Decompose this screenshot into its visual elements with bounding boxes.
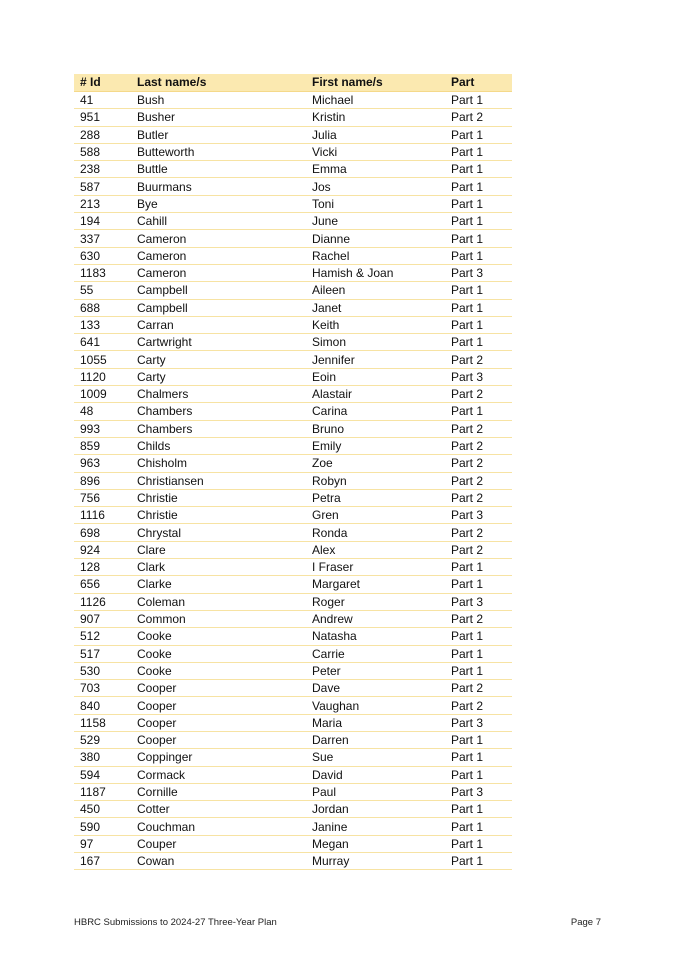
cell-last-name: Christiansen	[131, 472, 306, 489]
cell-first-name: Jos	[306, 178, 445, 195]
cell-id: 993	[74, 420, 131, 437]
cell-part: Part 1	[445, 818, 512, 835]
column-header-first-name: First name/s	[306, 74, 445, 92]
cell-part: Part 1	[445, 299, 512, 316]
cell-last-name: Christie	[131, 507, 306, 524]
cell-first-name: Megan	[306, 835, 445, 852]
table-row	[74, 247, 512, 264]
cell-part: Part 1	[445, 801, 512, 818]
cell-id: 1009	[74, 386, 131, 403]
table-row	[74, 420, 512, 437]
table-row	[74, 143, 512, 160]
cell-last-name: Cooper	[131, 731, 306, 748]
cell-part: Part 1	[445, 161, 512, 178]
table-row	[74, 783, 512, 800]
cell-id: 97	[74, 835, 131, 852]
cell-first-name: Simon	[306, 334, 445, 351]
cell-id: 1120	[74, 368, 131, 385]
cell-id: 656	[74, 576, 131, 593]
table-row	[74, 437, 512, 454]
cell-first-name: June	[306, 213, 445, 230]
cell-last-name: Busher	[131, 109, 306, 126]
cell-last-name: Cormack	[131, 766, 306, 783]
table-row	[74, 559, 512, 576]
cell-part: Part 3	[445, 507, 512, 524]
cell-first-name: Roger	[306, 593, 445, 610]
table-row	[74, 628, 512, 645]
cell-first-name: Michael	[306, 92, 445, 109]
cell-last-name: Buttle	[131, 161, 306, 178]
cell-part: Part 3	[445, 593, 512, 610]
cell-first-name: Bruno	[306, 420, 445, 437]
cell-part: Part 1	[445, 835, 512, 852]
cell-id: 1116	[74, 507, 131, 524]
cell-id: 529	[74, 731, 131, 748]
table-row	[74, 316, 512, 333]
cell-first-name: Paul	[306, 783, 445, 800]
cell-first-name: Jordan	[306, 801, 445, 818]
cell-id: 594	[74, 766, 131, 783]
cell-id: 450	[74, 801, 131, 818]
cell-id: 1183	[74, 264, 131, 281]
cell-id: 213	[74, 195, 131, 212]
table-row	[74, 299, 512, 316]
cell-last-name: Coppinger	[131, 749, 306, 766]
cell-part: Part 2	[445, 351, 512, 368]
table-row	[74, 178, 512, 195]
table-header	[74, 74, 512, 92]
cell-id: 756	[74, 489, 131, 506]
cell-last-name: Common	[131, 610, 306, 627]
cell-first-name: Zoe	[306, 455, 445, 472]
cell-first-name: Andrew	[306, 610, 445, 627]
table-row	[74, 126, 512, 143]
table-row	[74, 507, 512, 524]
cell-part: Part 2	[445, 472, 512, 489]
cell-last-name: Cooke	[131, 662, 306, 679]
cell-last-name: Cameron	[131, 264, 306, 281]
cell-last-name: Chambers	[131, 403, 306, 420]
cell-last-name: Coleman	[131, 593, 306, 610]
table-row	[74, 161, 512, 178]
cell-last-name: Cotter	[131, 801, 306, 818]
cell-id: 380	[74, 749, 131, 766]
table-row	[74, 524, 512, 541]
cell-last-name: Cameron	[131, 247, 306, 264]
cell-part: Part 1	[445, 576, 512, 593]
cell-part: Part 1	[445, 213, 512, 230]
cell-first-name: Alastair	[306, 386, 445, 403]
table-row	[74, 541, 512, 558]
cell-last-name: Bush	[131, 92, 306, 109]
table-row	[74, 645, 512, 662]
table-row	[74, 680, 512, 697]
column-header-id: # Id	[74, 74, 131, 92]
cell-last-name: Clare	[131, 541, 306, 558]
cell-id: 587	[74, 178, 131, 195]
cell-last-name: Clarke	[131, 576, 306, 593]
table-row	[74, 264, 512, 281]
table-row	[74, 489, 512, 506]
cell-first-name: Darren	[306, 731, 445, 748]
cell-id: 167	[74, 853, 131, 870]
cell-part: Part 1	[445, 230, 512, 247]
cell-part: Part 2	[445, 455, 512, 472]
table-row	[74, 455, 512, 472]
cell-last-name: Campbell	[131, 282, 306, 299]
cell-first-name: Alex	[306, 541, 445, 558]
cell-last-name: Cahill	[131, 213, 306, 230]
cell-part: Part 1	[445, 282, 512, 299]
column-header-last-name: Last name/s	[131, 74, 306, 92]
cell-first-name: Gren	[306, 507, 445, 524]
table-header-row	[74, 74, 512, 92]
cell-part: Part 2	[445, 524, 512, 541]
cell-last-name: Christie	[131, 489, 306, 506]
cell-last-name: Cartwright	[131, 334, 306, 351]
cell-id: 41	[74, 92, 131, 109]
cell-first-name: Petra	[306, 489, 445, 506]
cell-id: 1187	[74, 783, 131, 800]
cell-first-name: Janine	[306, 818, 445, 835]
cell-part: Part 1	[445, 403, 512, 420]
table-row	[74, 472, 512, 489]
cell-last-name: Cooke	[131, 628, 306, 645]
cell-part: Part 1	[445, 247, 512, 264]
table-row	[74, 610, 512, 627]
table-row	[74, 351, 512, 368]
cell-last-name: Butler	[131, 126, 306, 143]
cell-first-name: Sue	[306, 749, 445, 766]
cell-part: Part 2	[445, 680, 512, 697]
cell-first-name: Julia	[306, 126, 445, 143]
table-row	[74, 213, 512, 230]
table-row	[74, 334, 512, 351]
cell-part: Part 1	[445, 178, 512, 195]
cell-first-name: Ronda	[306, 524, 445, 541]
cell-first-name: Murray	[306, 853, 445, 870]
table-row	[74, 386, 512, 403]
cell-first-name: Dianne	[306, 230, 445, 247]
cell-first-name: Carrie	[306, 645, 445, 662]
cell-id: 530	[74, 662, 131, 679]
cell-id: 630	[74, 247, 131, 264]
table-row	[74, 403, 512, 420]
footer-document-title: HBRC Submissions to 2024-27 Three-Year Plan	[74, 917, 277, 928]
cell-last-name: Chalmers	[131, 386, 306, 403]
cell-id: 133	[74, 316, 131, 333]
cell-id: 951	[74, 109, 131, 126]
cell-last-name: Chambers	[131, 420, 306, 437]
cell-id: 337	[74, 230, 131, 247]
cell-part: Part 3	[445, 264, 512, 281]
cell-last-name: Cornille	[131, 783, 306, 800]
table-row	[74, 766, 512, 783]
cell-first-name: David	[306, 766, 445, 783]
cell-last-name: Couchman	[131, 818, 306, 835]
cell-first-name: Vaughan	[306, 697, 445, 714]
cell-first-name: Jennifer	[306, 351, 445, 368]
cell-id: 48	[74, 403, 131, 420]
cell-part: Part 1	[445, 143, 512, 160]
cell-id: 1158	[74, 714, 131, 731]
cell-first-name: Janet	[306, 299, 445, 316]
cell-first-name: Natasha	[306, 628, 445, 645]
table-row	[74, 801, 512, 818]
cell-last-name: Butteworth	[131, 143, 306, 160]
cell-part: Part 1	[445, 645, 512, 662]
cell-id: 840	[74, 697, 131, 714]
table-row	[74, 92, 512, 109]
cell-id: 924	[74, 541, 131, 558]
table-row	[74, 749, 512, 766]
cell-part: Part 1	[445, 126, 512, 143]
cell-last-name: Chrystal	[131, 524, 306, 541]
cell-last-name: Cameron	[131, 230, 306, 247]
cell-part: Part 2	[445, 697, 512, 714]
cell-part: Part 3	[445, 714, 512, 731]
cell-first-name: Margaret	[306, 576, 445, 593]
cell-id: 288	[74, 126, 131, 143]
cell-part: Part 3	[445, 783, 512, 800]
table-row	[74, 818, 512, 835]
cell-last-name: Cooper	[131, 697, 306, 714]
cell-first-name: Hamish & Joan	[306, 264, 445, 281]
table-row	[74, 662, 512, 679]
cell-part: Part 1	[445, 334, 512, 351]
table-body	[74, 92, 512, 870]
cell-id: 238	[74, 161, 131, 178]
cell-last-name: Clark	[131, 559, 306, 576]
cell-last-name: Bye	[131, 195, 306, 212]
cell-id: 1126	[74, 593, 131, 610]
table-row	[74, 853, 512, 870]
submissions-table	[74, 74, 512, 870]
cell-last-name: Couper	[131, 835, 306, 852]
table-row	[74, 714, 512, 731]
column-header-part: Part	[445, 74, 512, 92]
cell-part: Part 1	[445, 749, 512, 766]
cell-first-name: Carina	[306, 403, 445, 420]
cell-first-name: Aileen	[306, 282, 445, 299]
cell-last-name: Carty	[131, 351, 306, 368]
cell-first-name: Emily	[306, 437, 445, 454]
table-row	[74, 593, 512, 610]
cell-part: Part 2	[445, 541, 512, 558]
cell-part: Part 2	[445, 610, 512, 627]
cell-id: 698	[74, 524, 131, 541]
footer-page-number: Page 7	[570, 917, 601, 928]
cell-first-name: Toni	[306, 195, 445, 212]
cell-id: 55	[74, 282, 131, 299]
cell-last-name: Cowan	[131, 853, 306, 870]
cell-last-name: Buurmans	[131, 178, 306, 195]
cell-last-name: Cooper	[131, 714, 306, 731]
cell-last-name: Cooper	[131, 680, 306, 697]
cell-last-name: Childs	[131, 437, 306, 454]
table-row	[74, 368, 512, 385]
cell-id: 1055	[74, 351, 131, 368]
cell-id: 688	[74, 299, 131, 316]
cell-last-name: Carran	[131, 316, 306, 333]
cell-part: Part 2	[445, 420, 512, 437]
cell-part: Part 1	[445, 662, 512, 679]
cell-first-name: Peter	[306, 662, 445, 679]
cell-first-name: Dave	[306, 680, 445, 697]
cell-last-name: Cooke	[131, 645, 306, 662]
cell-id: 128	[74, 559, 131, 576]
cell-first-name: Keith	[306, 316, 445, 333]
cell-part: Part 2	[445, 489, 512, 506]
table-row	[74, 576, 512, 593]
table-row	[74, 835, 512, 852]
cell-first-name: Eoin	[306, 368, 445, 385]
cell-first-name: I Fraser	[306, 559, 445, 576]
cell-part: Part 1	[445, 316, 512, 333]
cell-part: Part 1	[445, 92, 512, 109]
cell-first-name: Maria	[306, 714, 445, 731]
cell-id: 588	[74, 143, 131, 160]
cell-last-name: Campbell	[131, 299, 306, 316]
cell-part: Part 2	[445, 386, 512, 403]
cell-part: Part 1	[445, 731, 512, 748]
cell-id: 641	[74, 334, 131, 351]
cell-part: Part 1	[445, 559, 512, 576]
table-row	[74, 731, 512, 748]
cell-part: Part 1	[445, 195, 512, 212]
cell-first-name: Emma	[306, 161, 445, 178]
cell-first-name: Robyn	[306, 472, 445, 489]
cell-part: Part 3	[445, 368, 512, 385]
cell-id: 194	[74, 213, 131, 230]
cell-part: Part 1	[445, 628, 512, 645]
cell-id: 907	[74, 610, 131, 627]
cell-id: 896	[74, 472, 131, 489]
cell-part: Part 1	[445, 766, 512, 783]
cell-part: Part 2	[445, 437, 512, 454]
cell-first-name: Rachel	[306, 247, 445, 264]
table-row	[74, 282, 512, 299]
cell-id: 517	[74, 645, 131, 662]
cell-id: 963	[74, 455, 131, 472]
table-row	[74, 697, 512, 714]
cell-last-name: Chisholm	[131, 455, 306, 472]
cell-first-name: Kristin	[306, 109, 445, 126]
cell-last-name: Carty	[131, 368, 306, 385]
cell-part: Part 1	[445, 853, 512, 870]
cell-id: 703	[74, 680, 131, 697]
cell-id: 590	[74, 818, 131, 835]
cell-first-name: Vicki	[306, 143, 445, 160]
table-row	[74, 230, 512, 247]
table-row	[74, 109, 512, 126]
cell-id: 859	[74, 437, 131, 454]
cell-part: Part 2	[445, 109, 512, 126]
table-row	[74, 195, 512, 212]
cell-id: 512	[74, 628, 131, 645]
